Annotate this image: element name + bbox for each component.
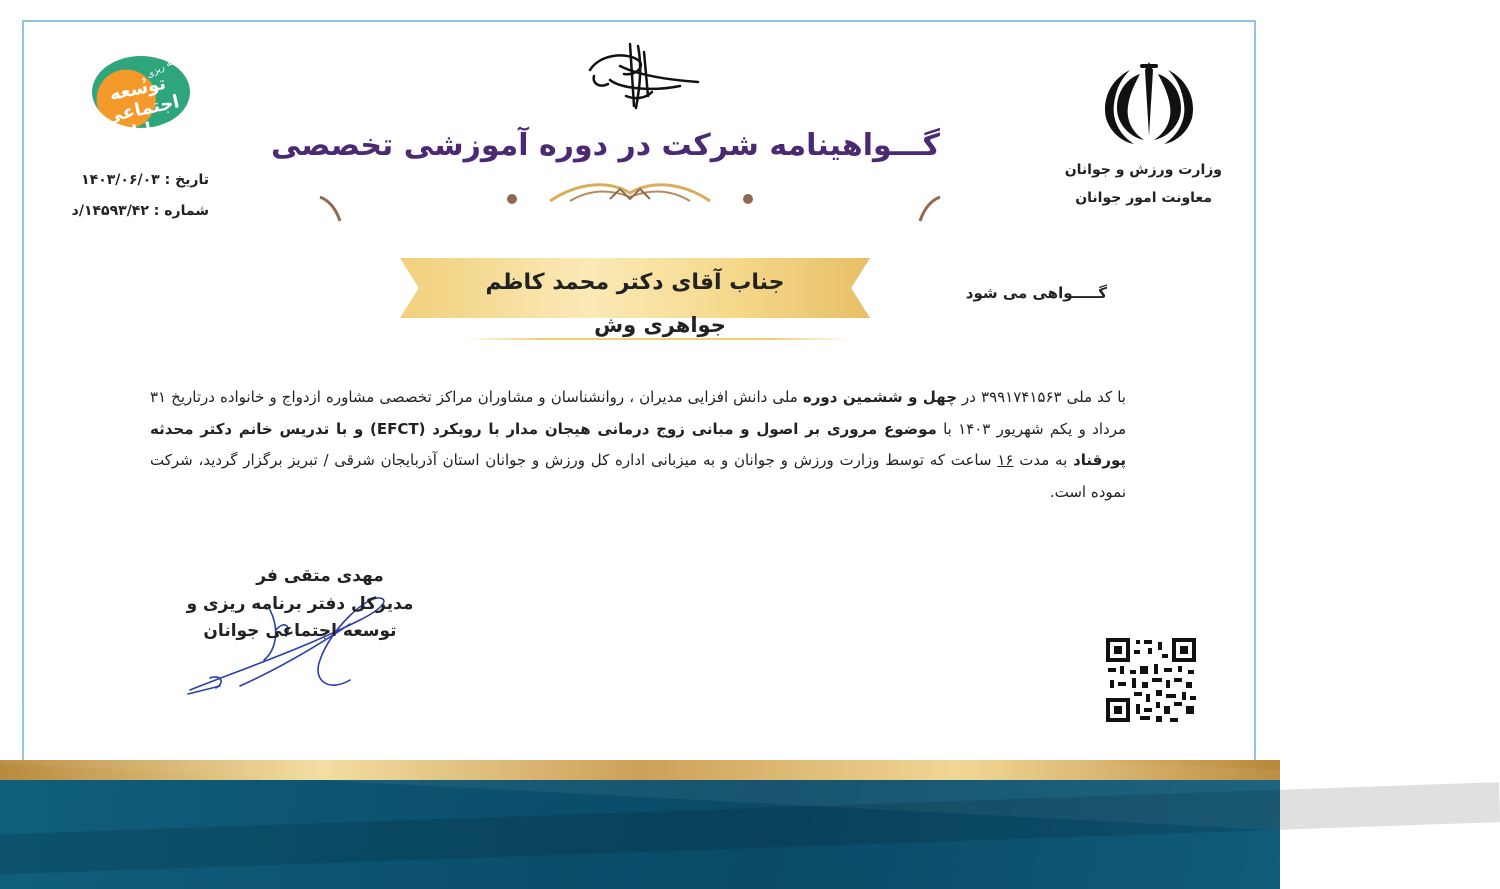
youth-development-logo bbox=[92, 49, 190, 147]
blue-band bbox=[0, 780, 1280, 889]
logo-subtitle: برنامه ریزی و bbox=[138, 49, 189, 85]
body-part-5: به مدت bbox=[1019, 451, 1068, 469]
recipient-surname: جواهری وش bbox=[594, 313, 726, 337]
recipient-underline bbox=[462, 338, 852, 340]
signatory-title-2: توسعه اجتماعی جوانان bbox=[203, 621, 397, 641]
title-ornament bbox=[320, 175, 940, 225]
qr-code-icon bbox=[1104, 636, 1198, 724]
certificate-number: شماره : ۱۴۵۹۳/۴۲/د bbox=[71, 203, 209, 219]
deputy-name: معاونت امور جوانان bbox=[1075, 190, 1212, 206]
body-part-6: ۱۶ bbox=[997, 451, 1014, 469]
body-part-2: چهل و ششمین دوره bbox=[802, 388, 957, 406]
iran-emblem-icon bbox=[1100, 58, 1198, 146]
logo-title: توسعه اجتماعی جوانان bbox=[102, 72, 182, 147]
body-part-1: با کد ملی ۳۹۹۱۷۴۱۵۶۳ در bbox=[962, 388, 1126, 406]
body-part-4: موضوع مروری بر اصول و مبانی زوج درمانی هیجان مدار با رویکرد (EFCT) و با تدریس خانم دکتر محدثه پورقناد bbox=[150, 419, 1126, 469]
certificate-title: گـــواهینامه شرکت در دوره آموزشی تخصصی bbox=[270, 128, 940, 163]
signatory-name: مهدی متقی فر bbox=[256, 566, 384, 586]
recipient-name: جناب آقای دکتر محمد کاظم bbox=[485, 270, 785, 295]
certificate-date: تاریخ : ۱۴۰۳/۰۶/۰۳ bbox=[81, 172, 209, 188]
signatory-title-1: مدیرکل دفتر برنامه ریزی و bbox=[186, 594, 414, 614]
ministry-name: وزارت ورزش و جوانان bbox=[1064, 162, 1222, 178]
body-part-3: ملی دانش افزایی مدیران ، روانشناسان و مشاوران مراکز تخصصی مشاوره ازدواج و خانواده درتاریخ ۳۱ مرداد و یکم شهریور ۱۴۰۳ با bbox=[150, 388, 1127, 438]
calligraphy-icon bbox=[580, 36, 706, 116]
body-part-7: ساعت که توسط وزارت ورزش و جوانان و به میزبانی اداره کل ورزش و جوانان استان آذربایجان شرقی / تبریز برگزار گردید، شرکت نموده است. bbox=[150, 451, 1126, 501]
certificate-body bbox=[150, 382, 1126, 508]
certifies-label: گـــــواهی می شود bbox=[965, 284, 1107, 302]
